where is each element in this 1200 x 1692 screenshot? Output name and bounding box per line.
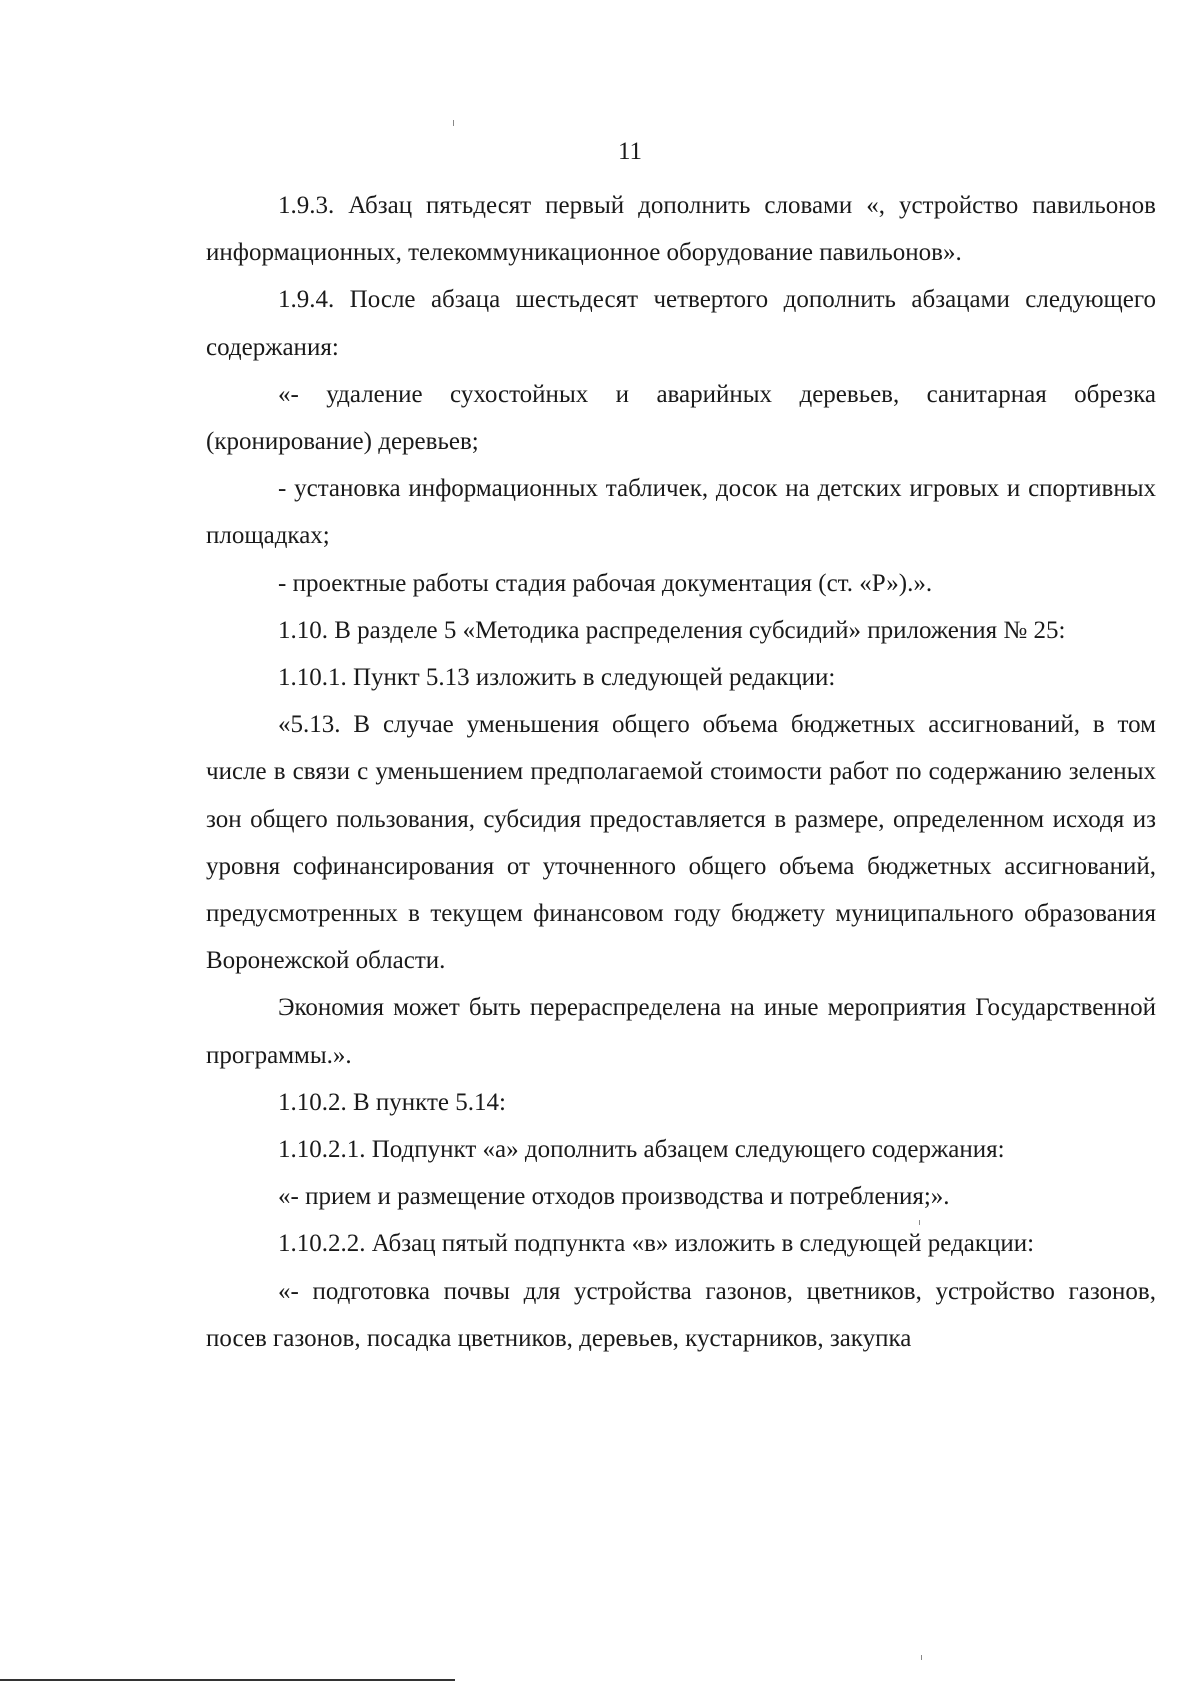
- paragraph-1-10-1: 1.10.1. Пункт 5.13 изложить в следующей редакции:: [278, 664, 836, 692]
- paragraph-economy: Экономия может быть перераспределена на иные мероприятия Государственной программы.».: [206, 994, 1156, 1069]
- quote-item-deadwood-removal: «- удаление сухостойных и аварийных деревьев, санитарная обрезка (кронирование) деревьев;: [206, 380, 1156, 456]
- scan-speck: [919, 1220, 920, 1225]
- paragraph-1-10-2: 1.10.2. В пункте 5.14:: [278, 1088, 506, 1116]
- quote-item-soil-preparation: «- подготовка почвы для устройства газонов, цветников, устройство газонов, посев газонов, посадка цветников, деревьев, кустарников, закупка: [206, 1277, 1156, 1352]
- document-body: [206, 182, 1156, 1362]
- paragraph-1-10-2-1: 1.10.2.1. Подпункт «а» дополнить абзацем следующего содержания:: [278, 1136, 1005, 1164]
- paragraph-1-9-4: 1.9.4. После абзаца шестьдесят четвертого дополнить абзацами следующего содержания:: [206, 286, 1156, 361]
- scan-speck: [921, 1655, 922, 1660]
- page-number: 11: [617, 138, 643, 165]
- quote-item-design-works: - проектные работы стадия рабочая документация (ст. «Р»).».: [278, 569, 933, 597]
- quote-item-waste: «- прием и размещение отходов производства и потребления;».: [278, 1183, 950, 1211]
- scan-speck: [453, 120, 454, 126]
- paragraph-1-9-3: 1.9.3. Абзац пятьдесят первый дополнить словами «, устройство павильонов информационных, телекоммуникационное оборудование павильонов».: [206, 192, 1156, 267]
- quote-clause-5-13: «5.13. В случае уменьшения общего объема бюджетных ассигнований, в том числе в связи с уменьшением предполагаемой стоимости работ по содержанию зеленых зон общего пользования, субсидия предоставляется в размере, определенном исходя из уровня софинансирования от уточненного общего объема бюджетных ассигнований, предусмотренных в текущем финансовом году бюджету муниципального образования Воронежской области.: [206, 711, 1156, 975]
- scan-edge-line: [0, 1679, 455, 1681]
- quote-item-info-signs: - установка информационных табличек, досок на детских игровых и спортивных площадках;: [206, 475, 1156, 550]
- paragraph-1-10: 1.10. В разделе 5 «Методика распределения субсидий» приложения № 25:: [278, 616, 1066, 644]
- paragraph-1-10-2-2: 1.10.2.2. Абзац пятый подпункта «в» изложить в следующей редакции:: [278, 1230, 1035, 1258]
